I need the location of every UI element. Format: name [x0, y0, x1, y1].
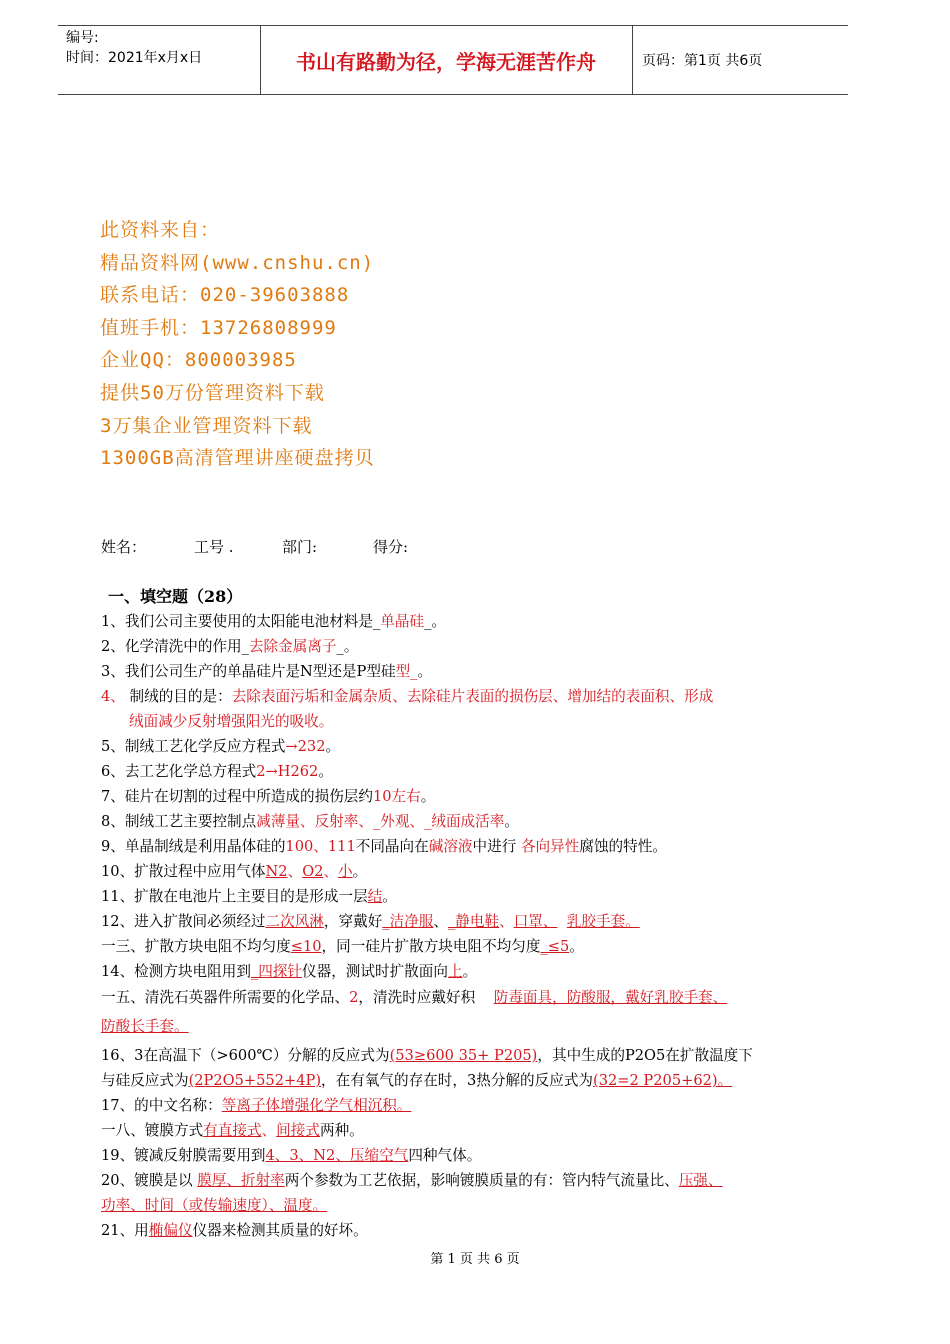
question-3: 3、我们公司生产的单晶硅片是N型还是P型硅型_。	[101, 663, 433, 680]
source-ad-block	[100, 214, 375, 475]
question-16-cont: 与硅反应式为(2P2O5+552+4P)，在有氧气的存在时，3热分解的反应式为(32=2 P205+62)。	[101, 1072, 733, 1089]
question-7: 7、硅片在切割的过程中所造成的损伤层约10左右。	[101, 788, 436, 805]
answer: 去除表面污垢和金属杂质、去除硅片表面的损伤层、增加结的表面积、形成	[231, 688, 714, 705]
question-20: 20、镀膜是以 膜厚、折射率两个参数为工艺依据，影响镀膜质量的有：管内特气流量比、压强、	[101, 1172, 723, 1189]
answer: 绒面减少反射增强阳光的吸收。	[129, 713, 334, 730]
ad-line: 1300GB高清管理讲座硬盘拷贝	[100, 447, 375, 470]
question-12: 12、进入扩散间必须经过二次风淋，穿戴好_洁净服、_静电鞋、口罩、 乳胶手套。	[101, 913, 640, 930]
ad-line: 3万集企业管理资料下载	[100, 414, 313, 437]
page-footer: 第 1 页 共 6 页	[430, 1252, 520, 1267]
question-19: 19、镀减反射膜需要用到4、3、N2、压缩空气四种气体。	[101, 1147, 482, 1164]
section-title: 一、填空题（28）	[108, 587, 243, 606]
question-10: 10、扩散过程中应用气体N2、O2、小。	[101, 863, 368, 880]
question-14: 14、检测方块电阻用到_四探针仪器，测试时扩散面向上。	[101, 963, 478, 980]
question-18: 一八、镀膜方式有直接式、间接式两种。	[101, 1122, 364, 1139]
name-label: 姓名：	[101, 538, 147, 556]
question-1: 1、我们公司主要使用的太阳能电池材料是_单晶硅_。	[101, 613, 446, 630]
question-16: 16、3在高温下（>600℃）分解的反应式为(53≥600 35+ P205)，其中生成的P2O5在扩散温度下	[101, 1047, 753, 1064]
header-motto: 书山有路勤为径，学海无涯苦作舟	[296, 49, 596, 74]
page-header	[58, 25, 848, 95]
ad-line: 提供50万份管理资料下载	[100, 381, 325, 404]
question-17: 17、的中文名称：等离子体增强化学气相沉积。	[101, 1097, 412, 1114]
header-page-number: 页码：第1页 共6页	[642, 53, 763, 69]
answer: 10左右	[372, 788, 421, 805]
question-20-cont: 功率、时间（或传输速度）、温度。	[101, 1197, 328, 1214]
question-6: 6、去工艺化学总方程式2→H262。	[101, 763, 333, 780]
score-label: 得分:	[373, 538, 409, 556]
serial-label: 编号:	[66, 30, 99, 46]
answer: 2→H262	[256, 763, 319, 780]
ad-line: 联系电话：020-39603888	[100, 284, 350, 307]
ad-line: 企业QQ：800003985	[100, 349, 297, 372]
question-15-cont: 防酸长手套。	[101, 1018, 189, 1035]
answer: 型_	[395, 663, 418, 680]
header-meta	[66, 28, 202, 68]
dept-label: 部门:	[282, 538, 318, 556]
answer: 减薄量、反射率、_外观、_绒面成活率	[256, 813, 505, 830]
question-4-cont	[129, 710, 333, 731]
question-15: 一五、清洗石英器件所需要的化学品、2，清洗时应戴好积 防毒面具，防酸服，戴好乳胶手套、	[101, 989, 728, 1006]
question-9: 9、单晶制绒是利用晶体硅的100、111不同晶向在碱溶液中进行 各向异性腐蚀的特性。	[101, 838, 667, 855]
question-21: 21、用椭偏仪仪器来检测其质量的好坏。	[101, 1222, 368, 1239]
ad-line: 此资料来自：	[100, 219, 221, 241]
question-4: 4、 制绒的目的是：去除表面污垢和金属杂质、去除硅片表面的损伤层、增加结的表面积、形成	[101, 688, 714, 705]
ad-line: 值班手机：13726808999	[100, 316, 337, 339]
id-label: 工号 .	[194, 538, 234, 556]
answer: 单晶硅	[380, 613, 425, 630]
ad-line: 精品资料网(www.cnshu.cn)	[100, 251, 375, 274]
header-divider	[632, 26, 633, 94]
answer: 去除金属离子	[248, 638, 337, 655]
time-label: 时间：2021年x月x日	[66, 50, 203, 66]
question-11: 11、扩散在电池片上主要目的是形成一层结。	[101, 888, 397, 905]
question-13: 一三、扩散方块电阻不均匀度≤10，同一硅片扩散方块电阻不均匀度_≤5。	[101, 938, 584, 955]
answer: →232	[285, 738, 326, 755]
question-8: 8、制绒工艺主要控制点减薄量、反射率、_外观、_绒面成活率。	[101, 813, 519, 830]
question-5: 5、制绒工艺化学反应方程式→232。	[101, 738, 341, 755]
question-2: 2、化学清洗中的作用_去除金属离子_。	[101, 638, 359, 655]
